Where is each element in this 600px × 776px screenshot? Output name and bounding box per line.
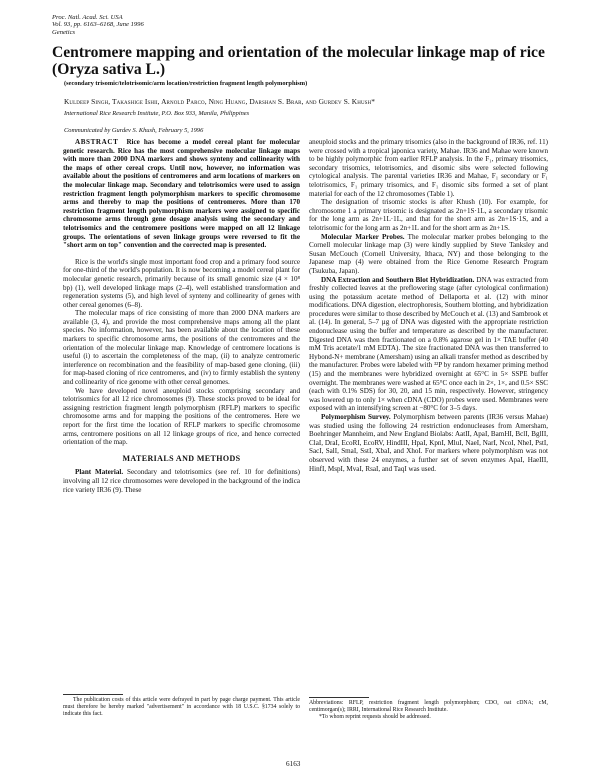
author-list: Kuldeep Singh, Takashige Ishii, Arnold Parco, Ning Huang, Darshan S. Brar, and Gurdev S. Khush* [64,97,376,106]
abstract-text: Rice has become a model cereal plant for molecular genetic research. Rice has the most comprehensive molecular linkage maps with more than 2000 DNA markers and shows synteny and collinearity with the maps of other cereal crops. Until now, however, no information was available about the positions of centromeres and arm locations of markers on the molecular linkage map. Secondary and telotrisomics were used to assign restriction fragment length polymorphism markers to specific chromosome arms and thereby to map the positions of centromeres. More than 170 restriction fragment length polymorphism markers were assigned to specific chromosome arms through gene dosage analysis using the secondary and telotrisomics and the centromere positions were mapped on all 12 linkage groups. The orientations of seven linkage groups were reversed to fit the "short arm on top" convention and the corrected map is presented. [63,138,301,250]
correspondence-text: *To whom reprint requests should be addressed. [319,713,431,720]
footnote-rule-right [309,697,369,698]
abbreviations-footnote [309,700,548,720]
plant-material-paragraph [63,468,300,494]
abstract-label: ABSTRACT [75,138,119,146]
abbreviations-text: Abbreviations: RFLP, restriction fragment length polymorphism; CDO, oat cDNA; cM, centimorgan(s); IRRI, International Rice Research Institute. [309,700,548,713]
methods-heading: MATERIALS AND METHODS [122,453,241,463]
right-paragraph-1: aneuploid stocks and the primary trisomics (also in the background of IR36, ref. 11) were crossed with a tropical japonica variety, Mahae. IR36 and Mahae were known to be highly polymorphic from earlier RFLP analysis. In the F₁, primary trisomics, secondary trisomics, telotrisomics, and disomic sibs were selected following cytological analysis. The parental varieties IR36 and Mahae, F₁ secondary or F₁ telotrisomics, F₁ primary trisomics, and F₁ disomic sibs formed a set of plant material for each of the 12 chromosomes (Table 1). [309,138,548,198]
communicated-by: Communicated by Gurdev S. Khush, February 5, 1996 [64,127,204,134]
polymorphism-text: Polymorphism between parents (IR36 versus Mahae) was studied using the following 24 restriction endonucleases from Amersham, Boehringer Mannheim, and New England Biolabs: AatII, ApaI, BamHI, BclI, BglII, ClaI, DraI, EcoRI, EcoRV, HindIII, HpaI, KpnI, MluI, NaeI, NarI, NcoI, NheI, PstI, SacI, SalI, SmaI, SstI, XbaI, and XhoI. For markers where polymorphism was not observed with these 24 enzymes, a further set of seven enzymes ApaI, HaeIII, HinfI, MspI, MvaI, RsaI, and TaqI was used. [309,413,548,473]
page-number: 6163 [286,760,301,768]
plant-material-label: Plant Material. [75,468,124,477]
left-column [63,138,300,494]
footnote-rule-left [63,694,123,695]
intro-paragraph-1: Rice is the world's single most important food crop and a primary food source for one-third of the world's population. It is now becoming a model cereal plant for molecular genetic research, primarily because of its small genomic size (4 × 10⁸ bp) (1), well developed linkage maps (2–4), well established transformation and regeneration systems (5), and high level of synteny and collinearity of genes with other cereal genomes (6–8). [63,257,300,309]
marker-probes-paragraph [309,233,548,276]
polymorphism-label: Polymorphism Survey. [321,413,391,421]
marker-probes-label: Molecular Marker Probes. [321,232,405,241]
publication-cost-footnote [63,697,300,717]
right-column [309,138,548,473]
journal-section: Genetics [52,28,76,36]
intro-paragraph-3: We have developed novel aneuploid stocks comprising secondary and telotrisomics for all 12 rice chromosomes (9). These stocks proved to be ideal for assigning restriction fragment length polymorphism (RFLP) markers to specific chromosome arms and for mapping the positions of the centromeres. Here we report for the first time the location of RFLP markers to specific chromosome arms, centromere positions on all 12 linkage groups of rice, and hence corrected orientation of the map. [63,386,300,447]
journal-header [52,14,144,36]
journal-volume: Vol. 93, pp. 6163–6168, June 1996 [52,21,144,29]
marker-probes-text: The molecular marker probes belonging to the Cornell molecular linkage map (3) were kindly supplied by Steve Tanksley and Susan McCouch (Cornell University, Ithaca, NY) and those belonging to the Japanese map (4) were obtained from the Rice Genome Research Program (Tsukuba, Japan). [309,232,548,275]
intro-paragraph-2: The molecular maps of rice consisting of more than 2000 DNA markers are available (3, 4), and provide the most comprehensive maps among all the plant species. No information, however, has been available about the location of these markers to specific chromosome arms, the positions of the centromeres and the orientation of the molecular linkage map. Knowledge of centromere locations is useful (i) to ascertain the completeness of the map, (ii) to analyze centromeric interference on recombination and the feasibility of map-based gene cloning, (iii) for map-based cloning of rice centromeres, and (iv) to firmly establish the synteny and collinearity of rice genome with other cereal genomes. [63,309,300,387]
plant-material-text: Secondary and telotrisomics (see ref. 10 for definitions) involving all 12 rice chromosomes were developed in the background of the indica rice variety IR36 (9). These [63,468,300,494]
right-paragraph-2: The designation of trisomic stocks is after Khush (10). For example, for chromosome 1 a primary trisomic is designated as 2n+1S·1L, a secondary trisomic for the long arm as 2n+1L·1L, and that for the short arm as 2n+1S·1S, and a telotrisomic for the long arm as 2n+1L and for the short arm as 2n+1S. [309,198,548,232]
paper-title: Centromere mapping and orientation of the molecular linkage map of rice (Oryza sativa L.) [52,44,545,78]
polymorphism-paragraph [309,413,548,473]
dna-extraction-paragraph [309,276,548,414]
affiliation: International Rice Research Institute, P.O. Box 933, Manila, Philippines [64,110,250,117]
journal-name: Proc. Natl. Acad. Sci. USA [52,14,123,21]
publication-cost-text: The publication costs of this article were defrayed in part by page charge payment. This article must therefore be hereby marked "advertisement" in accordance with 18 U.S.C. §1734 solely to indicate this fact. [63,697,300,717]
dna-extraction-text: DNA was extracted from freshly collected leaves at the preflowering stage (after cytological confirmation) using the potassium acetate method of Dellaporta et al. (12) with minor modifications. DNA digestion, electrophoresis, Southern blotting, and hybridization procedures were similar to those described by McCouch et al. (13) and Sambrook et al. (14). In general, 5–7 µg of DNA was digested with the appropriate restriction endonuclease using the buffer and temperature as described by the manufacturer. Digested DNA was then fractionated on a 0.8% agarose gel in 1× TAE buffer (40 mM Tris acetate/1 mM EDTA). The size fractionated DNA was then transferred to Hybond-N+ membrane (Amersham) using an alkali transfer method as described by the manufacturer. Probes were labeled with ³²P by random hexamer priming method (15) and the membranes were hybridized overnight at 65°C in 5× SSPE buffer overnight. The membranes were washed at 65°C once each in 2×, 1×, and 0.5× SSC (each with 0.1% SDS) for 30, 20, and 15 min, respectively. However, stringency was lowered up to only 1× when cDNA (CDO) probes were used. Membranes were exposed with an intensifying screen at −80°C for 3–5 days. [309,275,548,413]
dna-extraction-label: DNA Extraction and Southern Blot Hybridization. [321,275,475,284]
paper-keywords: (secondary trisomic/telotrisomic/arm location/restriction fragment length polymorphism) [64,80,308,87]
abstract [63,138,300,250]
